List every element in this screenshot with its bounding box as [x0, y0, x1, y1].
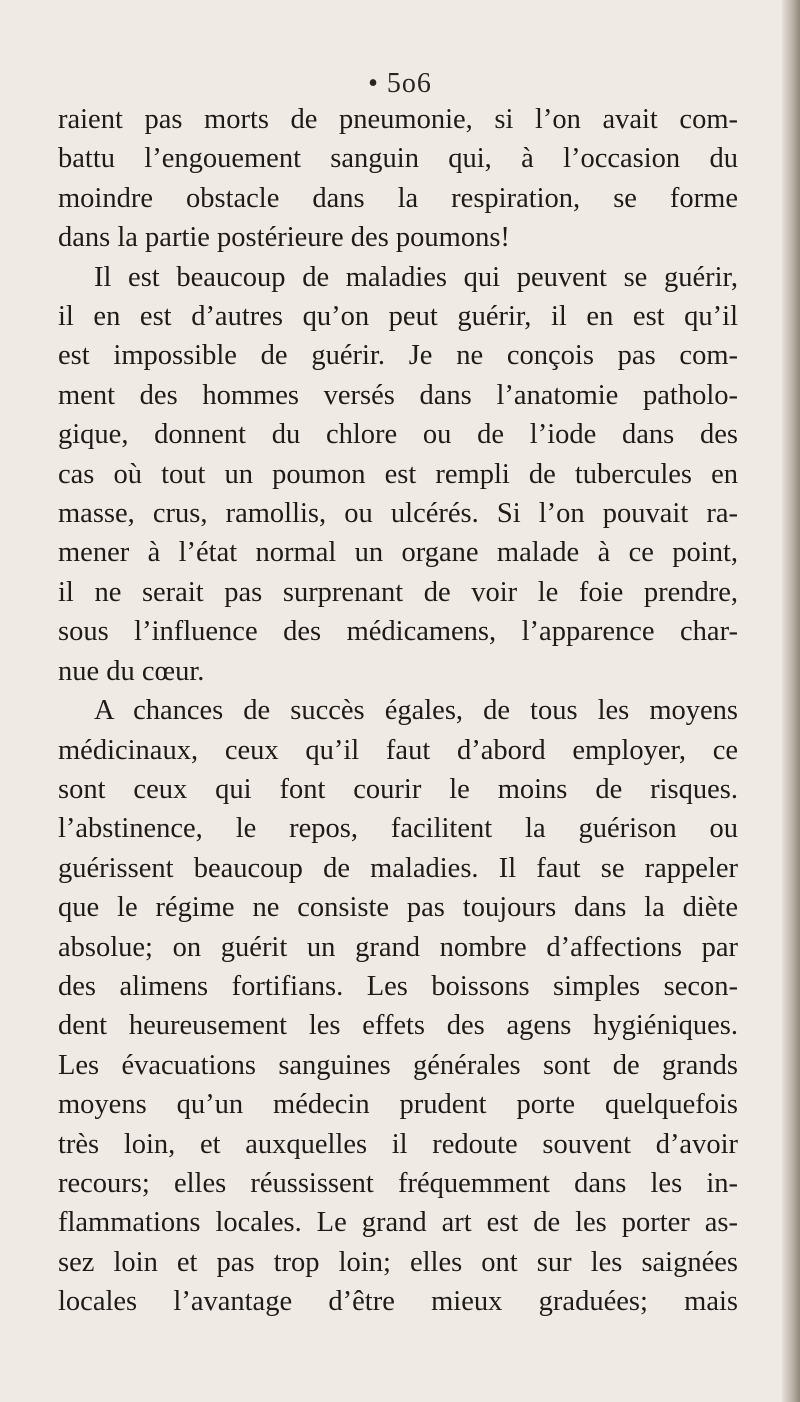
text-line: il en est d’autres qu’on peut guérir, il en est qu’il: [58, 301, 738, 333]
text-line: cas où tout un poumon est rempli de tubercules en: [58, 458, 738, 490]
page-number: • 5o6: [368, 68, 432, 99]
text-line: moindre obstacle dans la respiration, se forme: [58, 182, 738, 214]
text-line: guérissent beaucoup de maladies. Il faut se rappeler: [58, 852, 738, 884]
text-line: nue du cœur.: [58, 655, 205, 687]
text-line: il ne serait pas surprenant de voir le foie prendre,: [58, 576, 738, 608]
text-line: Les évacuations sanguines générales sont de grands: [58, 1049, 738, 1081]
text-line: dans la partie postérieure des poumons!: [58, 222, 510, 254]
text-line: très loin, et auxquelles il redoute souvent d’avoir: [58, 1128, 738, 1160]
text-line: gique, donnent du chlore ou de l’iode dans des: [58, 419, 738, 451]
text-line: A chances de succès égales, de tous les moyens: [94, 695, 738, 727]
text-line: recours; elles réussissent fréquemment dans les in-: [58, 1167, 738, 1199]
text-line: des alimens fortifians. Les boissons simples secon-: [58, 970, 738, 1002]
body-text: [58, 100, 738, 1322]
page-edge-shadow: [782, 0, 800, 1402]
text-line: locales l’avantage d’être mieux graduées; mais: [58, 1286, 738, 1318]
text-line: sont ceux qui font courir le moins de risques.: [58, 773, 738, 805]
text-line: moyens qu’un médecin prudent porte quelquefois: [58, 1089, 738, 1121]
text-line: que le régime ne consiste pas toujours dans la diète: [58, 892, 738, 924]
text-line: ment des hommes versés dans l’anatomie patholo-: [58, 379, 738, 411]
text-line: mener à l’état normal un organe malade à ce point,: [58, 537, 738, 569]
text-line: sez loin et pas trop loin; elles ont sur les saignées: [58, 1246, 738, 1278]
text-line: flammations locales. Le grand art est de les porter as-: [58, 1207, 738, 1239]
text-line: absolue; on guérit un grand nombre d’affections par: [58, 931, 738, 963]
text-line: l’abstinence, le repos, facilitent la guérison ou: [58, 813, 738, 845]
text-line: médicinaux, ceux qu’il faut d’abord employer, ce: [58, 734, 738, 766]
text-line: est impossible de guérir. Je ne conçois pas com-: [58, 340, 738, 372]
text-line: sous l’influence des médicamens, l’apparence char-: [58, 616, 738, 648]
text-line: masse, crus, ramollis, ou ulcérés. Si l’on pouvait ra-: [58, 498, 738, 530]
text-line: dent heureusement les effets des agens hygiéniques.: [58, 1010, 738, 1042]
text-line: raient pas morts de pneumonie, si l’on avait com-: [58, 104, 738, 135]
text-line: Il est beaucoup de maladies qui peuvent se guérir,: [94, 261, 738, 293]
text-line: battu l’engouement sanguin qui, à l’occasion du: [58, 143, 738, 175]
